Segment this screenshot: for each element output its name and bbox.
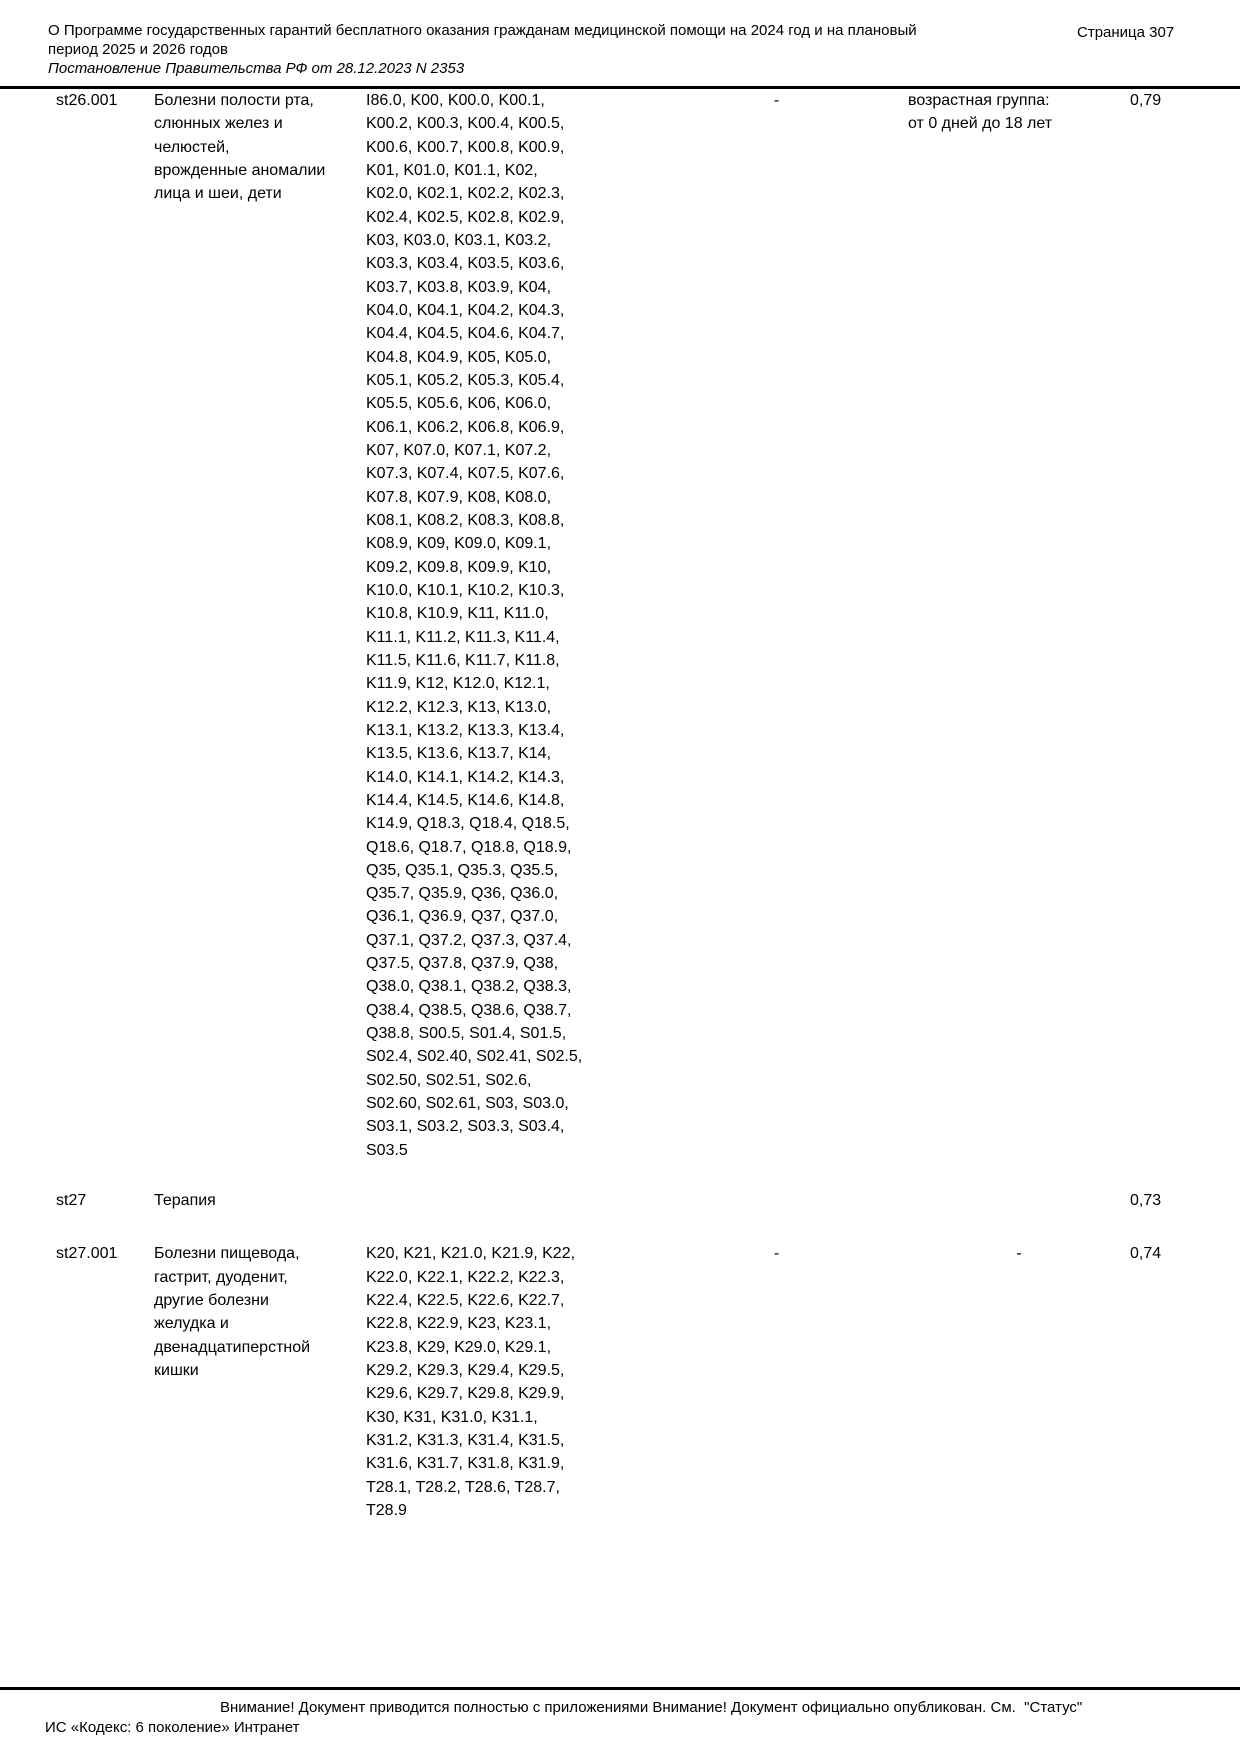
text-line: K30, K31, K31.0, K31.1, <box>366 1408 538 1426</box>
text-line: от 0 дней до 18 лет <box>908 115 1053 133</box>
text-line: K23.8, K29, K29.0, K29.1, <box>366 1338 552 1356</box>
text-line: другие болезни <box>154 1292 269 1310</box>
row-icd-codes <box>366 1242 645 1522</box>
text-line: K08.1, K08.2, K08.3, K08.8, <box>366 511 565 529</box>
text-line: K04.8, K04.9, K05, K05.0, <box>366 348 552 366</box>
text-line: слюнных желез и <box>154 115 283 133</box>
text-line: - <box>1016 1245 1022 1263</box>
document-subtitle: Постановление Правительства РФ от 28.12.2023 N 2353 <box>48 60 465 77</box>
text-line: K02.4, K02.5, K02.8, K02.9, <box>366 208 565 226</box>
text-line: Q35, Q35.1, Q35.3, Q35.5, <box>366 861 559 879</box>
text-line: Q38.8, S00.5, S01.4, S01.5, <box>366 1025 567 1043</box>
text-line: K29.6, K29.7, K29.8, K29.9, <box>366 1385 565 1403</box>
text-line: Q38.0, Q38.1, Q38.2, Q38.3, <box>366 978 572 996</box>
text-line: K08.9, K09, K09.0, K09.1, <box>366 535 552 553</box>
text-line: Болезни полости рта, <box>154 92 314 109</box>
text-line: Болезни пищевода, <box>154 1245 300 1263</box>
row-icd-codes <box>366 89 645 1162</box>
text-line: K04.4, K04.5, K04.6, K04.7, <box>366 325 565 343</box>
text-line: K10.8, K10.9, K11, K11.0, <box>366 605 549 623</box>
text-line: K20, K21, K21.0, K21.9, K22, <box>366 1245 576 1263</box>
text-line: Q38.4, Q38.5, Q38.6, Q38.7, <box>366 1001 572 1019</box>
text-line: I86.0, K00, K00.0, K00.1, <box>366 92 545 109</box>
text-line: Q37.5, Q37.8, Q37.9, Q38, <box>366 955 559 973</box>
footer-notice: Внимание! Документ приводится полностью с приложениями Внимание! Документ официально опубликован. См. "Статус" <box>220 1699 1083 1716</box>
text-line: Q37.1, Q37.2, Q37.3, Q37.4, <box>366 931 572 949</box>
row-drg-code: st27 <box>56 1192 87 1210</box>
document-title <box>48 21 1058 59</box>
table-row <box>56 89 1240 1162</box>
text-line: двенадцатиперстной <box>154 1338 311 1356</box>
footer-source: ИС «Кодекс: 6 поколение» Интранет <box>45 1719 300 1736</box>
row-age-group <box>908 1189 1130 1190</box>
row-drg-code: st26.001 <box>56 92 118 109</box>
text-line: K07.3, K07.4, K07.5, K07.6, <box>366 465 565 483</box>
text-line: K04.0, K04.1, K04.2, K04.3, <box>366 301 565 319</box>
text-line: K22.4, K22.5, K22.6, K22.7, <box>366 1292 565 1310</box>
text-line: K14.0, K14.1, K14.2, K14.3, <box>366 768 565 786</box>
row-cost-coefficient: 0,79 <box>1130 92 1162 109</box>
text-line: K03, K03.0, K03.1, K03.2, <box>366 231 552 249</box>
text-line: K00.6, K00.7, K00.8, K00.9, <box>366 138 565 156</box>
footer-divider <box>0 1687 1240 1690</box>
text-line: K07, K07.0, K07.1, K07.2, <box>366 441 552 459</box>
text-line: K11.9, K12, K12.0, K12.1, <box>366 675 550 693</box>
text-line: лица и шеи, дети <box>154 185 282 203</box>
text-line: K22.8, K22.9, K23, K23.1, <box>366 1315 552 1333</box>
page-number-label: Страница 307 <box>1077 24 1175 41</box>
text-line: K12.2, K12.3, K13, K13.0, <box>366 698 552 716</box>
text-line: K22.0, K22.1, K22.2, K22.3, <box>366 1268 565 1286</box>
text-line: Q35.7, Q35.9, Q36, Q36.0, <box>366 885 559 903</box>
text-line: Терапия <box>154 1192 216 1210</box>
text-line: период 2025 и 2026 годов <box>48 41 228 58</box>
row-diagnosis-name <box>154 1189 366 1212</box>
text-line: K01, K01.0, K01.1, K02, <box>366 161 538 179</box>
table-row <box>56 1189 1240 1212</box>
row-additional-criterion: - <box>773 1245 780 1263</box>
text-line: T28.9 <box>366 1502 407 1520</box>
text-line: K02.0, K02.1, K02.2, K02.3, <box>366 185 565 203</box>
text-line: K14.9, Q18.3, Q18.4, Q18.5, <box>366 815 570 833</box>
text-line: K29.2, K29.3, K29.4, K29.5, <box>366 1362 565 1380</box>
row-cost-coefficient: 0,74 <box>1130 1245 1162 1263</box>
text-line: K31.2, K31.3, K31.4, K31.5, <box>366 1432 565 1450</box>
text-line: врожденные аномалии <box>154 161 326 179</box>
text-line: О Программе государственных гарантий бесплатного оказания гражданам медицинской помощи на 2024 год и на плановый <box>48 22 917 39</box>
text-line: гастрит, дуоденит, <box>154 1268 288 1286</box>
tariff-table <box>0 89 1240 1522</box>
text-line: Q36.1, Q36.9, Q37, Q37.0, <box>366 908 559 926</box>
text-line: Q18.6, Q18.7, Q18.8, Q18.9, <box>366 838 572 856</box>
row-icd-codes <box>366 1189 645 1190</box>
row-drg-code: st27.001 <box>56 1245 118 1263</box>
text-line: кишки <box>154 1362 199 1380</box>
text-line: S03.1, S03.2, S03.3, S03.4, <box>366 1118 565 1136</box>
text-line: S03.5 <box>366 1141 408 1159</box>
text-line: K10.0, K10.1, K10.2, K10.3, <box>366 581 565 599</box>
text-line: K05.5, K05.6, K06, K06.0, <box>366 395 552 413</box>
text-line: челюстей, <box>154 138 230 156</box>
text-line: K11.5, K11.6, K11.7, K11.8, <box>366 651 560 669</box>
text-line: K03.7, K03.8, K03.9, K04, <box>366 278 552 296</box>
text-line: K06.1, K06.2, K06.8, K06.9, <box>366 418 565 436</box>
text-line: K07.8, K07.9, K08, K08.0, <box>366 488 552 506</box>
row-age-group <box>908 89 1130 136</box>
text-line: желудка и <box>154 1315 229 1333</box>
text-line: S02.60, S02.61, S03, S03.0, <box>366 1095 569 1113</box>
row-additional-criterion: - <box>773 92 780 109</box>
text-line: K09.2, K09.8, K09.9, K10, <box>366 558 552 576</box>
row-cost-coefficient: 0,73 <box>1130 1192 1162 1210</box>
text-line: K05.1, K05.2, K05.3, K05.4, <box>366 371 565 389</box>
text-line: K13.5, K13.6, K13.7, K14, <box>366 745 552 763</box>
text-line: K03.3, K03.4, K03.5, K03.6, <box>366 255 565 273</box>
text-line: T28.1, T28.2, T28.6, T28.7, <box>366 1478 560 1496</box>
text-line: S02.50, S02.51, S02.6, <box>366 1071 532 1089</box>
text-line: K14.4, K14.5, K14.6, K14.8, <box>366 791 565 809</box>
text-line: K13.1, K13.2, K13.3, K13.4, <box>366 721 565 739</box>
table-row <box>56 1242 1240 1522</box>
row-diagnosis-name <box>154 1242 366 1382</box>
text-line: K00.2, K00.3, K00.4, K00.5, <box>366 115 565 133</box>
text-line: S02.4, S02.40, S02.41, S02.5, <box>366 1048 583 1066</box>
row-additional-criterion <box>645 1189 908 1190</box>
text-line: K31.6, K31.7, K31.8, K31.9, <box>366 1455 565 1473</box>
row-diagnosis-name <box>154 89 366 206</box>
text-line: K11.1, K11.2, K11.3, K11.4, <box>366 628 560 646</box>
row-age-group <box>908 1242 1130 1265</box>
text-line: возрастная группа: <box>908 92 1050 109</box>
document-header <box>48 21 1058 78</box>
